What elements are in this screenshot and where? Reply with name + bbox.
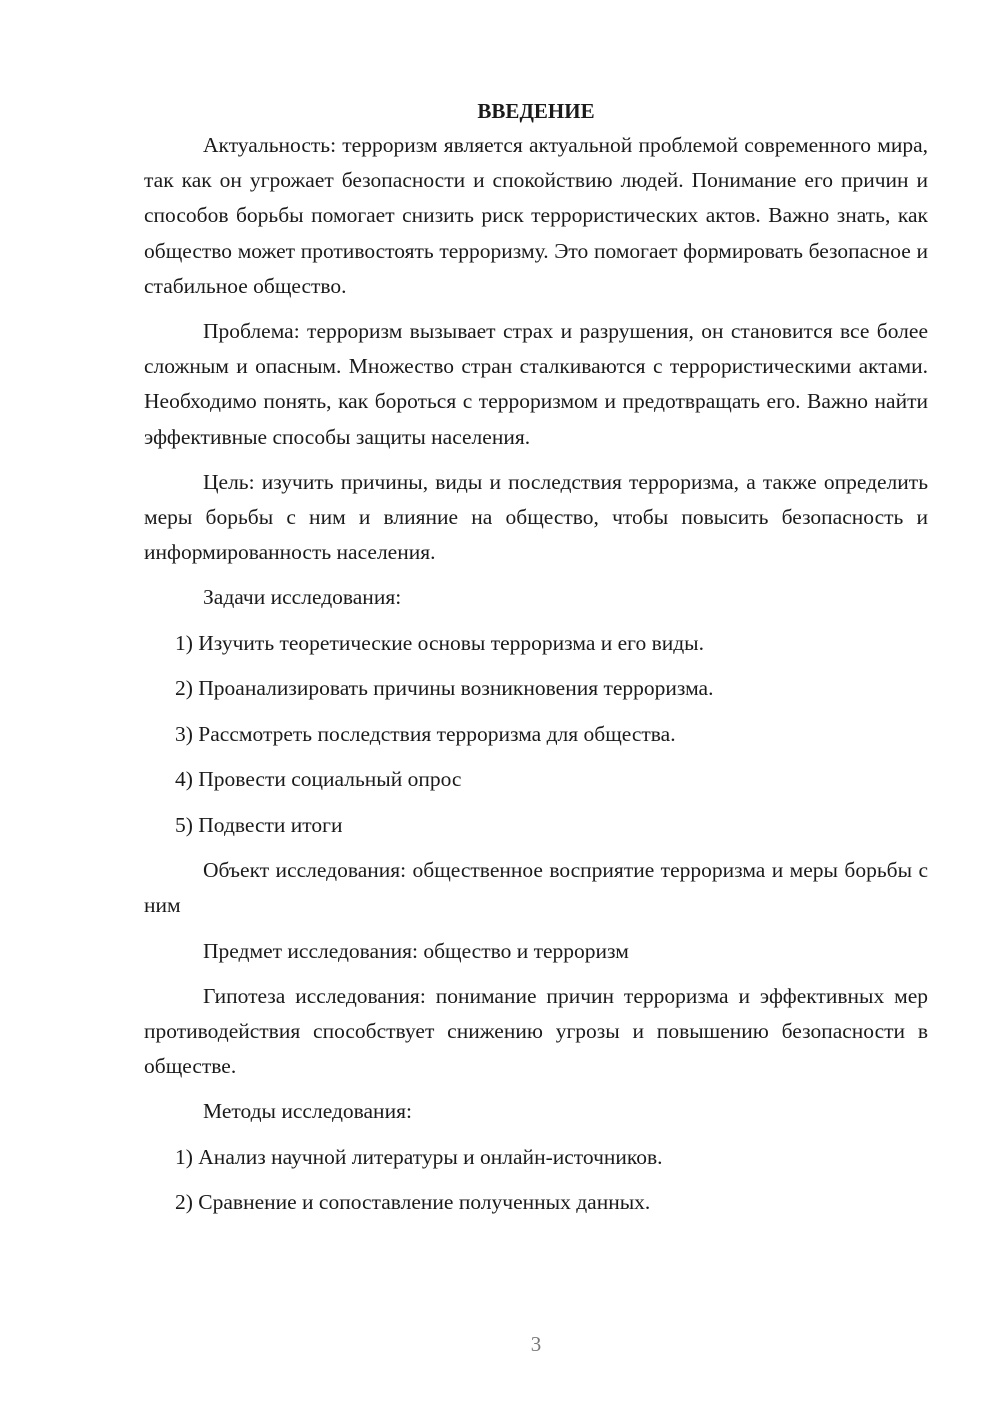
- list-item: 5) Подвести итоги: [175, 812, 343, 837]
- document-body: [144, 96, 928, 1221]
- list-item: 3) Рассмотреть последствия терроризма для общества.: [175, 721, 676, 746]
- subject-paragraph: Предмет исследования: общество и терроризм: [203, 938, 629, 963]
- tasks-heading: Задачи исследования:: [203, 585, 402, 610]
- tasks-list: [144, 626, 928, 843]
- object-paragraph: Объект исследования: общественное восприятие терроризма и меры борьбы с ним: [144, 858, 928, 918]
- methods-heading: Методы исследования:: [203, 1099, 412, 1124]
- list-item: 1) Изучить теоретические основы терроризма и его виды.: [175, 630, 704, 655]
- goal-paragraph: Цель: изучить причины, виды и последствия терроризма, а также определить меры борьбы с ним и влияние на общество, чтобы повысить безопасность и информированность населения.: [144, 469, 928, 565]
- problem-paragraph: Проблема: терроризм вызывает страх и разрушения, он становится все более сложным и опасным. Множество стран сталкиваются с террористическими актами. Необходимо понять, как бороться с терроризмом и предотвращать его. Важно найти эффективные способы защиты населения.: [144, 319, 928, 449]
- relevance-paragraph: Актуальность: терроризм является актуальной проблемой современного мира, так как он угрожает безопасности и спокойствию людей. Понимание его причин и способов борьбы помогает снизить риск террористических актов. Важно знать, как общество может противостоять терроризму. Это помогает формировать безопасное и стабильное общество.: [144, 133, 928, 298]
- list-item: 4) Провести социальный опрос: [175, 767, 462, 792]
- methods-list: [144, 1140, 928, 1221]
- page-number: 3: [530, 1332, 542, 1356]
- list-item: 2) Сравнение и сопоставление полученных данных.: [175, 1190, 651, 1215]
- hypothesis-paragraph: Гипотеза исследования: понимание причин терроризма и эффективных мер противодействия способствует снижению угрозы и повышению безопасности в обществе.: [144, 983, 928, 1079]
- page-title: ВВЕДЕНИЕ: [477, 99, 595, 123]
- list-item: 2) Проанализировать причины возникновения терроризма.: [175, 676, 714, 701]
- list-item: 1) Анализ научной литературы и онлайн-источников.: [175, 1144, 663, 1169]
